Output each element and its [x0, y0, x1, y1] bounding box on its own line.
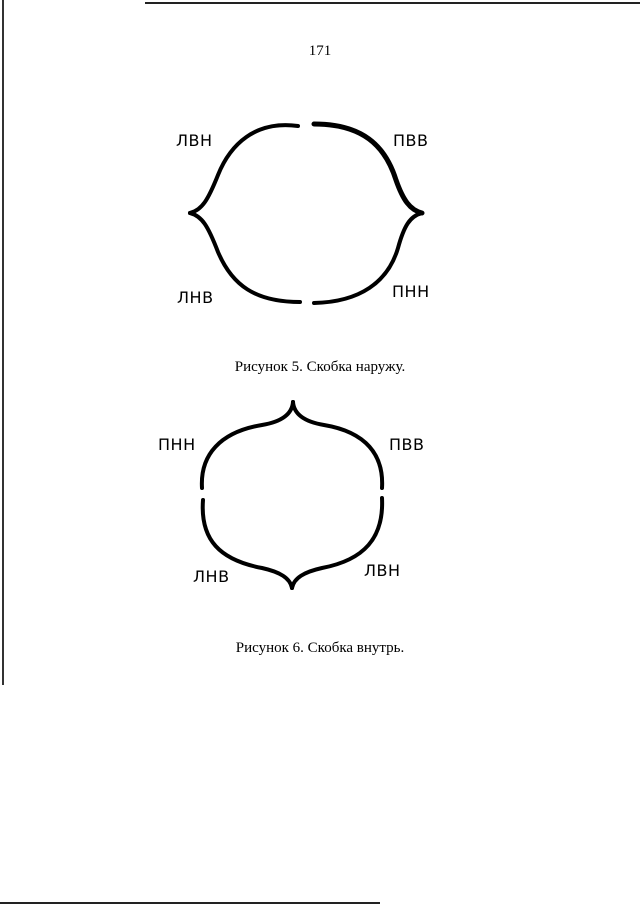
fig6-arc-top-right	[293, 402, 382, 488]
fig5-label-top-right: ПВВ	[393, 131, 429, 150]
fig6-label-top-left: ПНН	[158, 435, 196, 454]
fig5-label-bottom-right: ПНН	[392, 282, 430, 301]
figure-5-caption: Рисунок 5. Скобка наружу.	[234, 359, 406, 375]
figure-6-caption: Рисунок 6. Скобка внутрь.	[235, 640, 405, 656]
fig6-label-top-right: ПВВ	[389, 435, 425, 454]
fig6-label-bottom-left: ЛНВ	[193, 567, 230, 586]
page-number: 171	[308, 43, 332, 59]
fig6-label-bottom-right: ЛВН	[364, 561, 401, 580]
scan-edge-bottom	[0, 902, 380, 904]
fig5-label-top-left: ЛВН	[176, 131, 213, 150]
fig5-label-bottom-left: ЛНВ	[177, 288, 214, 307]
fig6-arc-top-left	[202, 402, 293, 488]
